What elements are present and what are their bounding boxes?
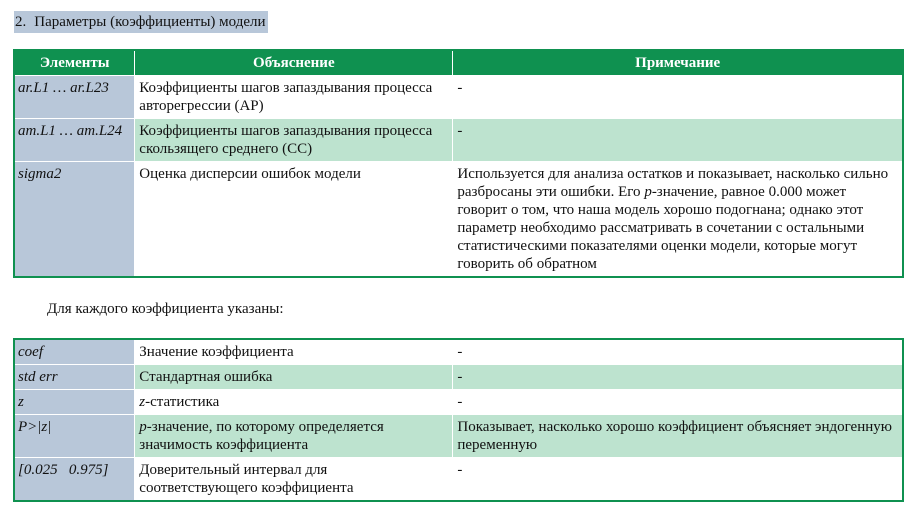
note-cell: - bbox=[453, 119, 903, 162]
table-row bbox=[15, 458, 903, 501]
table-row bbox=[15, 365, 903, 390]
note-cell bbox=[453, 162, 903, 277]
intro-text: Для каждого коэффициента указаны: bbox=[47, 301, 284, 317]
explanation-cell: Значение коэффициента bbox=[135, 340, 453, 365]
note-cell: Показывает, насколько хорошо коэффициент объясняет эндогенную переменную bbox=[453, 415, 903, 458]
coefficient-columns-table bbox=[14, 339, 903, 501]
table-row bbox=[15, 119, 903, 162]
column-header-explanation: Объяснение bbox=[135, 51, 453, 76]
column-header-note: Примечание bbox=[453, 51, 903, 76]
explanation-cell bbox=[135, 415, 453, 458]
note-cell: - bbox=[453, 458, 903, 501]
element-cell: std err bbox=[15, 365, 135, 390]
note-cell: - bbox=[453, 76, 903, 119]
note-text-pre: Используется для анализа остатков и показывает, насколько сильно разбросаны эти ошибки. Его bbox=[457, 166, 889, 200]
table-row bbox=[15, 162, 903, 277]
element-cell: ar.L1 … ar.L23 bbox=[15, 76, 135, 119]
parameters-table bbox=[14, 50, 903, 277]
element-cell: z bbox=[15, 390, 135, 415]
explanation-italic: z bbox=[139, 394, 146, 410]
section-title: Параметры (коэффициенты) модели bbox=[34, 14, 266, 30]
explanation-cell: Коэффициенты шагов запаздывания процесса авторегрессии (АР) bbox=[135, 76, 453, 119]
explanation-italic: p bbox=[139, 419, 147, 435]
element-cell: coef bbox=[15, 340, 135, 365]
table-header-row bbox=[15, 51, 903, 76]
element-cell: sigma2 bbox=[15, 162, 135, 277]
table-row bbox=[15, 76, 903, 119]
note-cell: - bbox=[453, 365, 903, 390]
section-heading bbox=[14, 11, 268, 33]
element-cell: am.L1 … am.L24 bbox=[15, 119, 135, 162]
note-cell: - bbox=[453, 340, 903, 365]
explanation-cell: Доверительный интервал для соответствующего коэффициента bbox=[135, 458, 453, 501]
note-text-italic: p bbox=[644, 184, 652, 200]
explanation-post: -статистика bbox=[145, 394, 220, 410]
explanation-cell: Стандартная ошибка bbox=[135, 365, 453, 390]
note-cell: - bbox=[453, 390, 903, 415]
table-row bbox=[15, 390, 903, 415]
explanation-cell: Коэффициенты шагов запаздывания процесса скользящего среднего (СС) bbox=[135, 119, 453, 162]
explanation-cell: Оценка дисперсии ошибок модели bbox=[135, 162, 453, 277]
explanation-cell bbox=[135, 390, 453, 415]
explanation-post: -значение, по которому определяется значимость коэффициента bbox=[139, 419, 384, 453]
element-cell: P>|z| bbox=[15, 415, 135, 458]
column-header-elements: Элементы bbox=[15, 51, 135, 76]
note-text-post: -значение, равное 0.000 может говорит о том, что наша модель хорошо подогнана; однако этот параметр необходимо рассматривать в сочетании с остальными статистическими показателями оценки модели, которые могут говорить об обратном bbox=[457, 184, 865, 272]
element-cell: [0.025 0.975] bbox=[15, 458, 135, 501]
table-row bbox=[15, 415, 903, 458]
table-row bbox=[15, 340, 903, 365]
section-number: 2. bbox=[15, 14, 27, 30]
